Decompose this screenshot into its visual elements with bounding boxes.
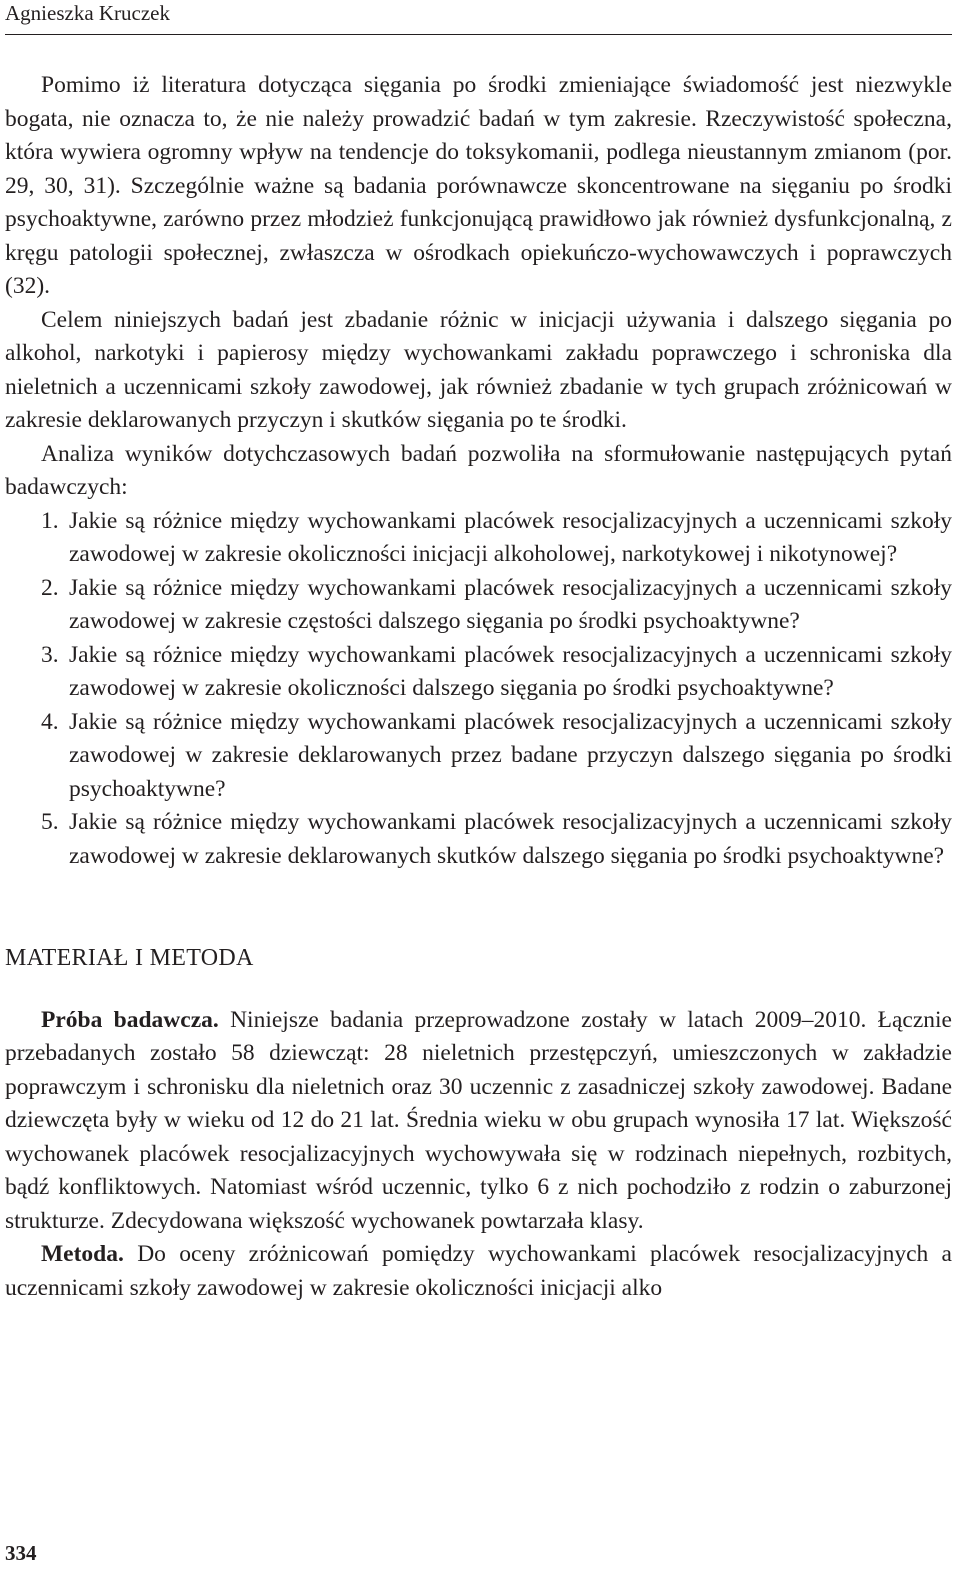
sample-lead: Próba badawcza. xyxy=(41,1006,219,1033)
list-item xyxy=(41,806,952,873)
paragraph: Pomimo iż literatura dotycząca sięgania po środki zmieniające świadomość jest niezwykle bogata, nie oznacza to, że nie należy prowadzić badań w tym zakresie. Rzeczywistość społeczna, która wywiera ogromny wpływ na tendencje do toksykomanii, podlega nieustannym zmianom (por. 29, 30, 31). Szczególnie ważne są badania porównawcze skoncentrowane na sięganiu po środki psychoaktywne, zarówno przez młodzież funkcjonującą prawidłowo jak również dysfunkcjonalną, z kręgu patologii społecznej, zwłaszcza w ośrodkach opiekuńczo-wychowawczych i poprawczych (32). xyxy=(5,72,952,299)
method-lead: Metoda. xyxy=(41,1241,124,1267)
method-text: Do oceny zróżnicowań pomiędzy wychowankami placówek resocjalizacyjnych a uczennicami szkoły zawodowej w zakresie okoliczności inicjacji alko xyxy=(5,1241,952,1301)
list-item-text: Jakie są różnice między wychowankami placówek resocjalizacyjnych a uczennicami szkoły zawodowej w zakresie okoliczności dalszego sięgania po środki psychoaktywne? xyxy=(69,641,952,701)
list-item-text: Jakie są różnice między wychowankami placówek resocjalizacyjnych a uczennicami szkoły zawodowej w zakresie deklarowanych skutków dalszego sięgania po środki psychoaktywne? xyxy=(69,809,952,869)
intro-section xyxy=(5,69,952,873)
paragraph xyxy=(5,1004,952,1239)
page-content xyxy=(5,69,952,1305)
author-name: Agnieszka Kruczek xyxy=(5,1,171,25)
list-item xyxy=(41,572,952,639)
methods-section xyxy=(5,1004,952,1306)
list-number: 2. xyxy=(41,574,59,601)
list-item-text: Jakie są różnice między wychowankami placówek resocjalizacyjnych a uczennicami szkoły zawodowej w zakresie okoliczności inicjacji alkoholowej, narkotykowej i nikotynowej? xyxy=(69,507,952,567)
list-number: 5. xyxy=(41,809,59,835)
section-heading: MATERIAŁ I METODA xyxy=(5,945,254,971)
running-head xyxy=(5,0,952,35)
list-item xyxy=(41,639,952,706)
page-number: 334 xyxy=(5,1541,37,1565)
list-item xyxy=(41,505,952,572)
sample-text: Niniejsze badania przeprowadzone zostały w latach 2009–2010. Łącznie przebadanych zostało 58 dziewcząt: 28 nieletnich przestępczyń, umieszczonych w zakładzie poprawczym i schronisku dla nieletnich oraz 30 uczennic z zasadniczej szkoły zawodowej. Badane dziewczęta były w wieku od 12 do 21 lat. Średnia wieku w obu grupach wynosiła 17 lat. Większość wychowanek placówek resocjalizacyjnych wychowywała się w rodzinach niepełnych, rozbitych, bądź konfliktowych. Natomiast wśród uczennic, tylko 6 z nich pochodziło z rodzin o zaburzonej strukturze. Zdecydowana większość wychowanek powtarzała klasy. xyxy=(5,1006,952,1234)
paragraph: Celem niniejszych badań jest zbadanie różnic w inicjacji używania i dalszego sięgania po alkohol, narkotyki i papierosy między wychowankami zakładu poprawczego i schroniska dla nieletnich a uczennicami szkoły zawodowej, jak również zbadanie w tych grupach zróżnicowań w zakresie deklarowanych przyczyn i skutków sięgania po te środki. xyxy=(5,306,952,433)
list-item-text: Jakie są różnice między wychowankami placówek resocjalizacyjnych a uczennicami szkoły zawodowej w zakresie deklarowanych przez badane przyczyn dalszego sięgania po środki psychoaktywne? xyxy=(69,708,952,802)
paragraph: Analiza wyników dotychczasowych badań pozwoliła na sformułowanie następujących pytań badawczych: xyxy=(5,440,952,500)
paragraph xyxy=(5,1238,952,1305)
research-questions-list xyxy=(5,505,952,874)
list-number: 4. xyxy=(41,708,59,735)
list-number: 1. xyxy=(41,507,59,534)
list-item-text: Jakie są różnice między wychowankami placówek resocjalizacyjnych a uczennicami szkoły zawodowej w zakresie częstości dalszego sięgania po środki psychoaktywne? xyxy=(69,574,952,634)
list-number: 3. xyxy=(41,641,59,668)
list-item xyxy=(41,706,952,807)
